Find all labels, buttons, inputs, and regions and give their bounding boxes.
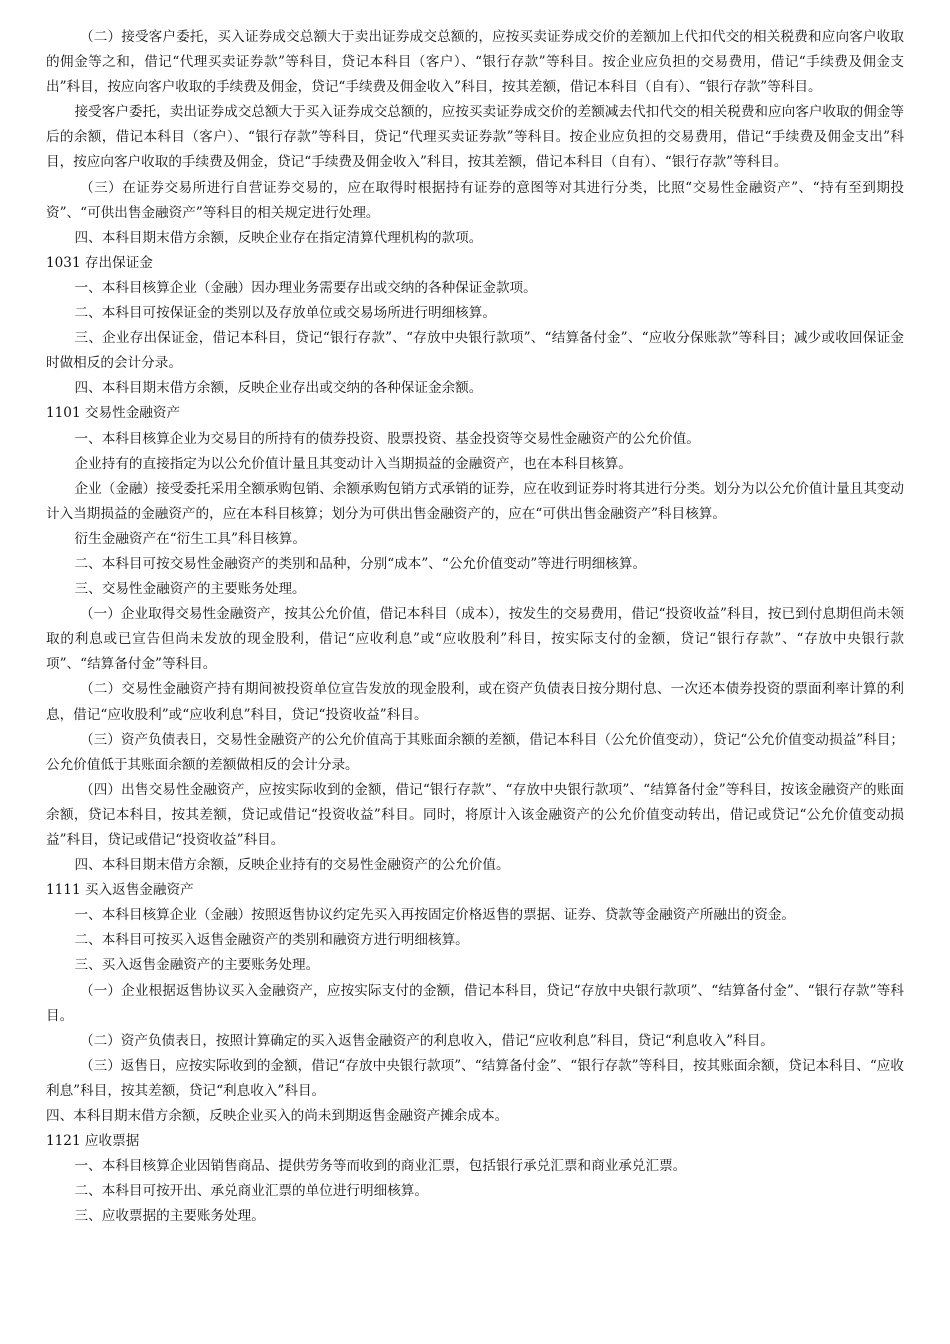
paragraph: （二）交易性金融资产持有期间被投资单位宣告发放的现金股利，或在资产负债表日按分期付息、一次还本债券投资的票面利率计算的利息，借记“应收股利”或“应收利息”科目，贷记“投资收益”科目。	[46, 681, 904, 723]
paragraph: （三）资产负债表日，交易性金融资产的公允价值高于其账面余额的差额，借记本科目（公允价值变动），贷记“公允价值变动损益”科目；公允价值低于其账面余额的差额做相反的会计分录。	[46, 731, 904, 773]
paragraph: （三）在证券交易所进行自营证券交易的，应在取得时根据持有证券的意图等对其进行分类，比照“交易性金融资产”、“持有至到期投资”、“可供出售金融资产”等科目的相关规定进行处理。	[46, 179, 904, 221]
paragraph: 二、本科目可按保证金的类别以及存放单位或交易场所进行明细核算。	[74, 305, 496, 322]
paragraph: 衍生金融资产在“衍生工具”科目核算。	[74, 530, 306, 547]
paragraph: （二）资产负债表日，按照计算确定的买入返售金融资产的利息收入，借记“应收利息”科目，贷记“利息收入”科目。	[80, 1032, 774, 1049]
paragraph: 三、交易性金融资产的主要账务处理。	[74, 581, 306, 598]
section-heading: 1121 应收票据	[46, 1133, 140, 1150]
paragraph: 接受客户委托，卖出证券成交总额大于买入证券成交总额的，应按买卖证券成交价的差额减去代扣代交的相关税费和应向客户收取的佣金等后的余额，借记本科目（客户）、“银行存款”等科目，贷记“代理买卖证券款”等科目。按企业应负担的交易费用，借记“手续费及佣金支出”科目，按应向客户收取的手续费及佣金，贷记“手续费及佣金收入”科目，按其差额，借记本科目（自有）、“银行存款”等科目。	[46, 104, 904, 171]
paragraph: （四）出售交易性金融资产，应按实际收到的金额，借记“银行存款”、“存放中央银行款项”、“结算备付金”等科目，按该金融资产的账面余额，贷记本科目，按其差额，贷记或借记“投资收益”科目。同时，将原计入该金融资产的公允价值变动转出，借记或贷记“公允价值变动损益”科目，贷记或借记“投资收益”科目。	[46, 781, 904, 848]
paragraph: 三、企业存出保证金，借记本科目，贷记“银行存款”、“存放中央银行款项”、“结算备付金”、“应收分保账款”等科目；减少或收回保证金时做相反的会计分录。	[46, 330, 904, 372]
paragraph: 企业持有的直接指定为以公允价值计量且其变动计入当期损益的金融资产，也在本科目核算。	[74, 455, 632, 472]
section-heading: 1101 交易性金融资产	[46, 405, 181, 422]
paragraph: 二、本科目可按买入返售金融资产的类别和融资方进行明细核算。	[74, 932, 469, 949]
paragraph: 一、本科目核算企业（金融）按照返售协议约定先买入再按固定价格返售的票据、证券、贷款等金融资产所融出的资金。	[74, 907, 796, 924]
paragraph: （一）企业取得交易性金融资产，按其公允价值，借记本科目（成本），按发生的交易费用，借记“投资收益”科目，按已到付息期但尚未领取的利息或已宣告但尚未发放的现金股利，借记“应收利息”或“应收股利”科目，按实际支付的金额，贷记“银行存款”、“存放中央银行款项”、“结算备付金”等科目。	[46, 606, 904, 673]
paragraph: （二）接受客户委托，买入证券成交总额大于卖出证券成交总额的，应按买卖证券成交价的差额加上代扣代交的相关税费和应向客户收取的佣金等之和，借记“代理买卖证券款”等科目，贷记本科目（客户）、“银行存款”等科目。按企业应负担的交易费用，借记“手续费及佣金支出”科目，按应向客户收取的手续费及佣金，贷记“手续费及佣金收入”科目，按其差额，借记本科目（自有）、“银行存款”等科目。	[46, 29, 904, 96]
paragraph: 三、应收票据的主要账务处理。	[74, 1208, 265, 1225]
paragraph: 二、本科目可按开出、承兑商业汇票的单位进行明细核算。	[74, 1183, 428, 1200]
paragraph: 三、买入返售金融资产的主要账务处理。	[74, 957, 320, 974]
paragraph: 一、本科目核算企业因销售商品、提供劳务等而收到的商业汇票，包括银行承兑汇票和商业承兑汇票。	[74, 1158, 687, 1175]
paragraph: 一、本科目核算企业为交易目的所持有的债券投资、股票投资、基金投资等交易性金融资产的公允价值。	[74, 430, 700, 447]
paragraph: （一）企业根据返售协议买入金融资产，应按实际支付的金额，借记本科目，贷记“存放中央银行款项”、“结算备付金”、“银行存款”等科目。	[46, 982, 904, 1024]
section-heading: 1031 存出保证金	[46, 254, 153, 271]
paragraph: 四、本科目期末借方余额，反映企业持有的交易性金融资产的公允价值。	[74, 857, 510, 874]
paragraph: （三）返售日，应按实际收到的金额，借记“存放中央银行款项”、“结算备付金”、“银行存款”等科目，按其账面余额，贷记本科目、“应收利息”科目，按其差额，贷记“利息收入”科目。	[46, 1057, 904, 1099]
paragraph: 二、本科目可按交易性金融资产的类别和品种，分别“成本”、“公允价值变动”等进行明细核算。	[74, 555, 647, 572]
paragraph: 企业（金融）接受委托采用全额承购包销、余额承购包销方式承销的证券，应在收到证券时将其进行分类。划分为以公允价值计量且其变动计入当期损益的金融资产的，应在本科目核算；划分为可供出售金融资产的，应在“可供出售金融资产”科目核算。	[46, 480, 904, 522]
section-heading: 1111 买入返售金融资产	[46, 882, 194, 899]
paragraph: 四、本科目期末借方余额，反映企业存出或交纳的各种保证金余额。	[74, 380, 483, 397]
paragraph: 四、本科目期末借方余额，反映企业存在指定清算代理机构的款项。	[74, 229, 483, 246]
paragraph: 四、本科目期末借方余额，反映企业买入的尚未到期返售金融资产摊余成本。	[46, 1108, 509, 1125]
paragraph: 一、本科目核算企业（金融）因办理业务需要存出或交纳的各种保证金款项。	[74, 279, 537, 296]
